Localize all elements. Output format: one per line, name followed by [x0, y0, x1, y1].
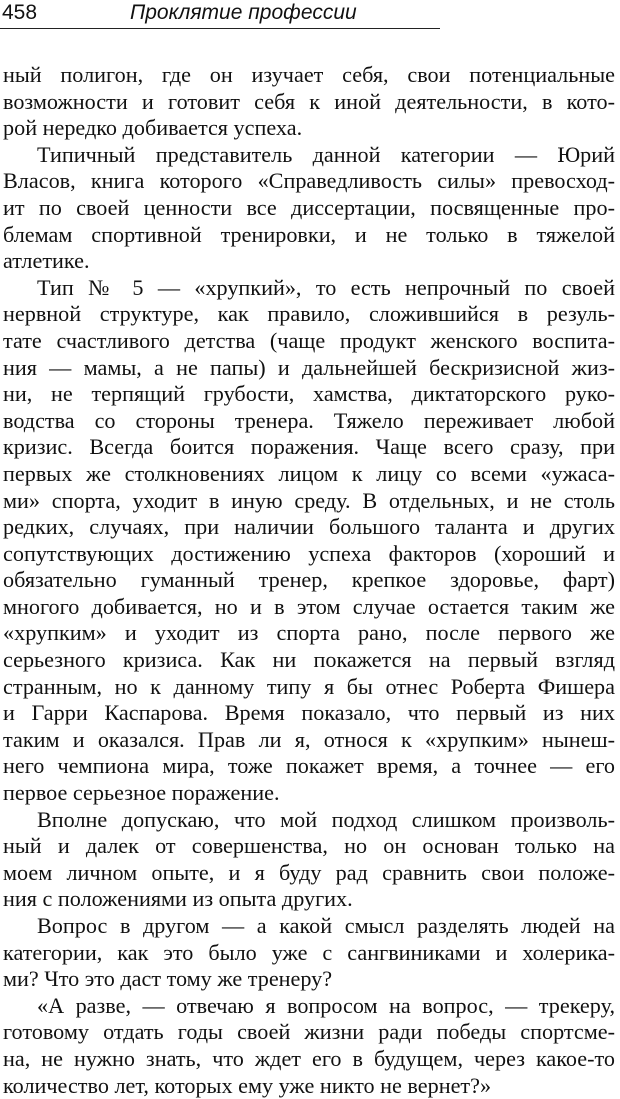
- text-line: водства со стороны тренера. Тяжело переживает любой: [3, 407, 615, 433]
- text-line: серьезного кризиса. Как ни покажется на первый взгляд: [3, 647, 615, 673]
- text-line: блемам спортивной тренировки, и не только в тяжелой: [3, 221, 615, 247]
- text-line: ми» спорта, уходит в иную среду. В отдельных, и не столь: [3, 487, 615, 513]
- text-line: обязательно гуманный тренер, крепкое здоровье, фарт): [3, 567, 615, 593]
- page-number: 458: [2, 1, 38, 24]
- text-line: на, не нужно знать, что ждет его в будущем, через какое-то: [3, 1045, 615, 1071]
- text-line: ный полигон, где он изучает себя, свои потенциальные: [3, 62, 615, 87]
- text-line: нервной структуре, как правило, сложившийся в резуль-: [3, 301, 615, 327]
- text-line: первое серьезное поражение.: [3, 780, 280, 806]
- text-line: готовому отдать годы своей жизни ради победы спортсме-: [3, 1019, 615, 1045]
- text-line: редких, случаях, при наличии большого таланта и других: [3, 514, 615, 540]
- text-line: тате счастливого детства (чаще продукт женского воспита-: [3, 327, 615, 353]
- paragraph: [3, 275, 615, 807]
- text-line: Тип № 5 — «хрупкий», то есть непрочный по своей: [37, 274, 615, 300]
- text-line: многого добивается, но и в этом случае остается таким же: [3, 593, 615, 619]
- text-line: ный и далек от совершенства, но он основан только на: [3, 833, 615, 859]
- text-line: «хрупким» и уходит из спорта рано, после первого же: [3, 620, 615, 646]
- text-line: ния — мамы, а не папы) и дальнейшей бескризисной жиз-: [3, 354, 615, 380]
- text-line: таким и оказался. Прав ли я, относя к «хрупким» нынеш-: [3, 726, 615, 752]
- text-line: ми? Что это даст тому же тренеру?: [3, 966, 333, 992]
- text-line: сопутствующих достижению успеха факторов (хороший и: [3, 540, 615, 566]
- text-line: первых же столкновениях лицом к лицу со всеми «ужаса-: [3, 460, 615, 486]
- text-line: него чемпиона мира, тоже покажет время, а точнее — его: [3, 753, 615, 779]
- paragraph: [3, 807, 615, 913]
- text-line: атлетике.: [3, 248, 90, 274]
- text-line: и Гарри Каспарова. Время показало, что первый из них: [3, 700, 615, 726]
- text-line: возможности и готовит себя к иной деятельности, в кото-: [3, 88, 615, 114]
- text-line: Власов, книга которого «Справедливость силы» превосход-: [3, 168, 615, 194]
- text-line: Вопрос в другом — а какой смысл разделять людей на: [37, 913, 615, 938]
- text-line: кризис. Всегда боится поражения. Чаще всего сразу, при: [3, 434, 615, 460]
- paragraph: [3, 993, 615, 1099]
- text-line: ния с положениями из опыта других.: [3, 886, 353, 912]
- paragraph: [3, 913, 615, 993]
- running-title: Проклятие профессии: [130, 1, 357, 24]
- text-line: ит по своей ценности все диссертации, посвященные про-: [3, 194, 615, 220]
- text-line: категории, как это было уже с сангвиниками и холерика-: [3, 939, 615, 965]
- text-line: количество лет, которых ему уже никто не вернет?»: [3, 1072, 492, 1098]
- text-line: «А разве, — отвечаю я вопросом на вопрос, — трекеру,: [37, 992, 615, 1018]
- paragraph: [3, 62, 615, 142]
- text-line: рой нередко добивается успеха.: [3, 115, 303, 141]
- text-line: Типичный представитель данной категории — Юрий: [37, 141, 615, 167]
- running-header: [0, 0, 440, 29]
- text-line: Вполне допускаю, что мой подход слишком произволь-: [37, 806, 615, 832]
- body-text: [3, 62, 615, 1099]
- text-line: странным, но к данному типу я бы отнес Роберта Фишера: [3, 673, 615, 699]
- text-line: моем личном опыте, и я буду рад сравнить свои положе-: [3, 859, 615, 885]
- paragraph: [3, 142, 615, 275]
- text-line: ни, не терпящий грубости, хамства, диктаторского руко-: [3, 381, 615, 407]
